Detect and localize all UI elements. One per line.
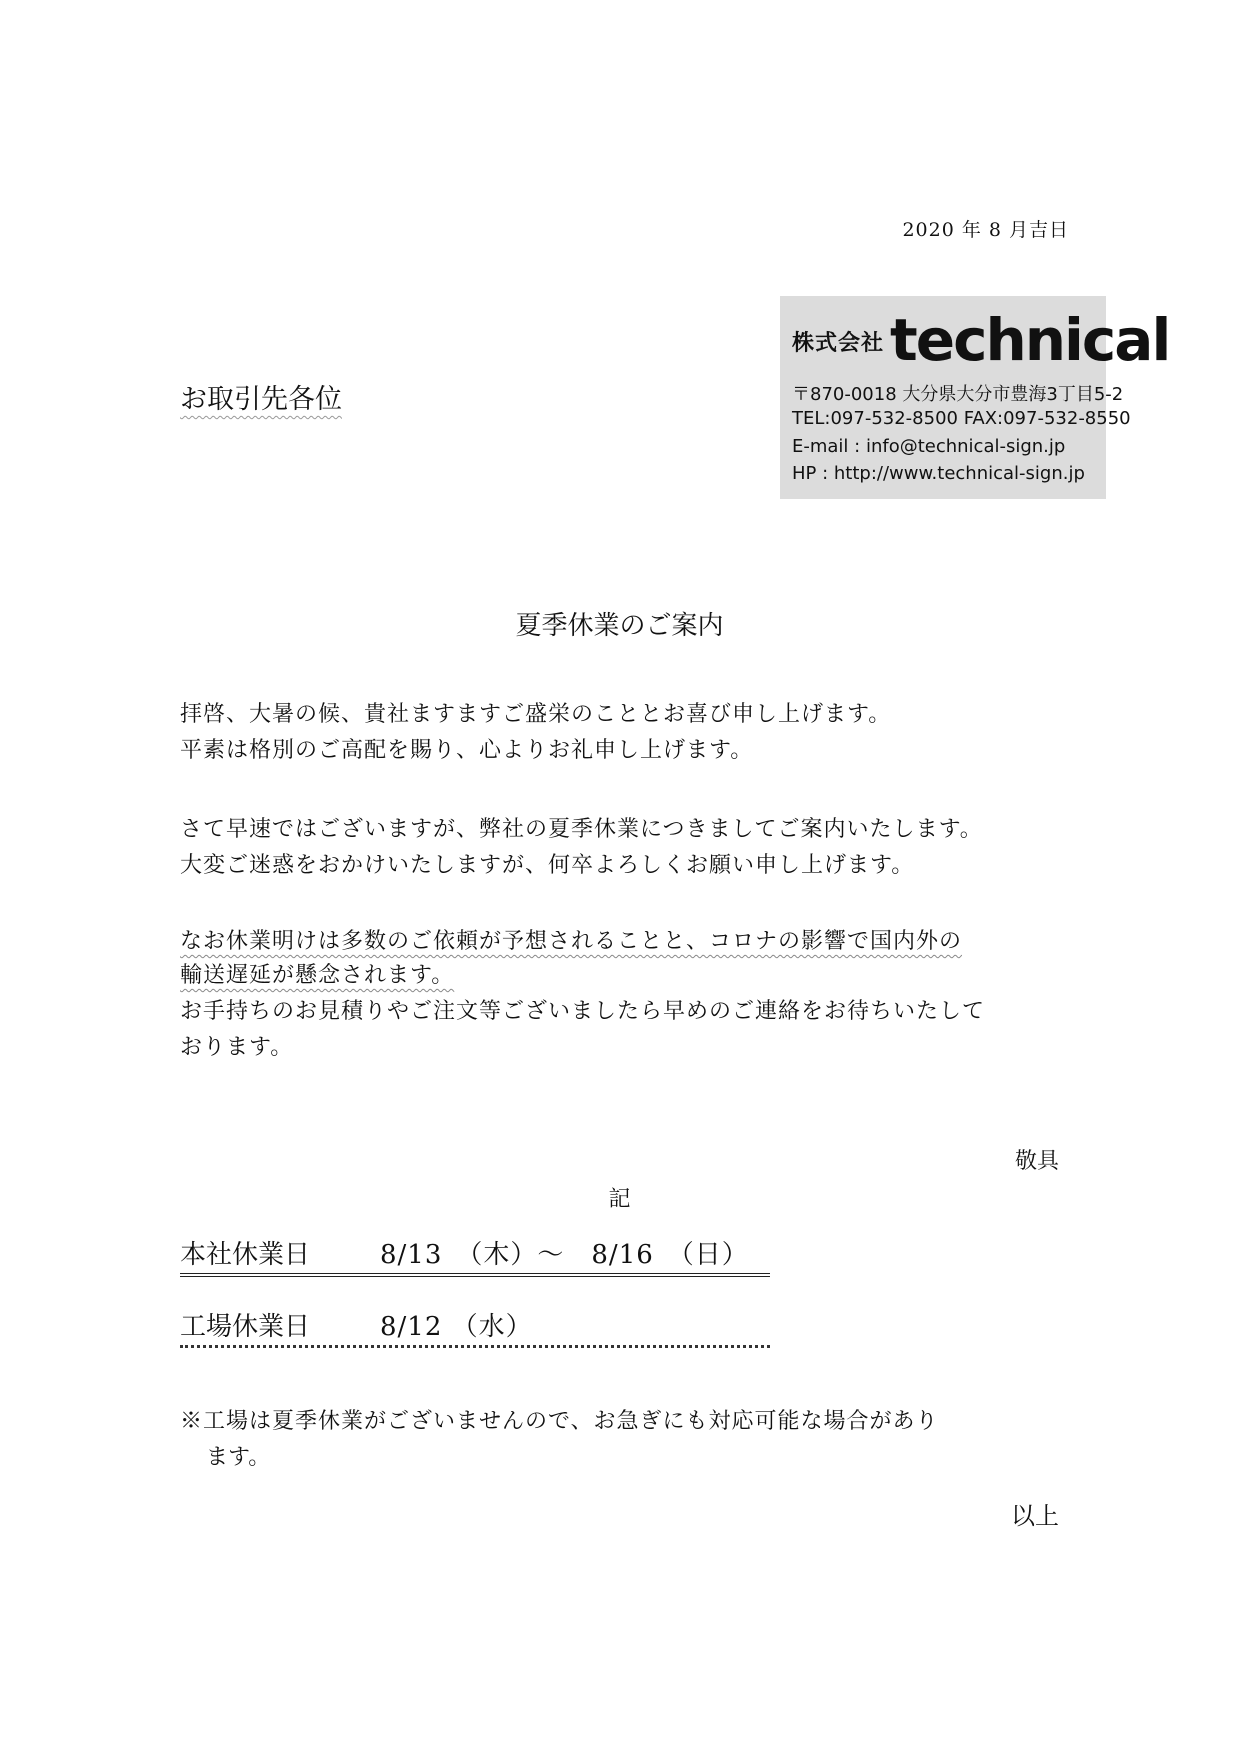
hq-holiday-label: 本社休業日 xyxy=(180,1240,311,1270)
document-date: 2020 年 8 月吉日 xyxy=(902,219,1069,241)
body-line: 大変ご迷惑をおかけいたしますが、何卒よろしくお願い申し上げます。 xyxy=(180,853,915,878)
company-homepage: HP : http://www.technical-sign.jp xyxy=(792,463,1085,484)
body-line: お手持ちのお見積りやご注文等ございましたら早めのご連絡をお待ちいたして xyxy=(180,999,986,1024)
factory-note-cont: ます。 xyxy=(206,1445,271,1470)
company-info-box xyxy=(780,296,1170,499)
body-line-emphasis xyxy=(180,958,454,989)
factory-holiday-row xyxy=(180,1306,770,1348)
body-line: おります。 xyxy=(180,1035,294,1060)
company-tel-fax: TEL:097-532-8500 FAX:097-532-8550 xyxy=(792,408,1131,429)
factory-note: ※工場は夏季休業がございませんので、お急ぎにも対応可能な場合があり xyxy=(180,1409,939,1434)
hq-holiday-value: 8/13 （木）～ 8/16 （日） xyxy=(380,1240,749,1270)
company-email: E-mail : info@technical-sign.jp xyxy=(792,436,1066,457)
emphasis-text: 輸送遅延が懸念されます。 xyxy=(180,963,455,988)
company-address: 〒870-0018 大分県大分市豊海3丁目5-2 xyxy=(792,384,1124,405)
record-heading: 記 xyxy=(608,1187,631,1212)
body-line: 拝啓、大暑の候、貴社ますますご盛栄のこととお喜び申し上げます。 xyxy=(180,702,892,727)
body-line: 平素は格別のご高配を賜り、心よりお礼申し上げます。 xyxy=(180,738,754,763)
factory-holiday-label: 工場休業日 xyxy=(180,1312,311,1342)
company-logo-name: technical xyxy=(890,306,1170,374)
body-line: さて早速ではございますが、弊社の夏季休業につきましてご案内いたします。 xyxy=(180,817,983,842)
hq-holiday-row xyxy=(180,1234,770,1277)
company-name-row xyxy=(792,306,1169,374)
company-prefix: 株式会社 xyxy=(792,331,885,356)
recipient: お取引先各位 xyxy=(180,384,342,415)
document-title: 夏季休業のご案内 xyxy=(515,611,724,641)
emphasis-text: なお休業明けは多数のご依頼が予想されることと、コロナの影響で国内外の xyxy=(180,929,963,954)
factory-holiday-value: 8/12 （水） xyxy=(380,1312,533,1342)
end-mark: 以上 xyxy=(1011,1502,1059,1530)
body-line-emphasis xyxy=(180,924,962,955)
closing-keigu: 敬具 xyxy=(1014,1149,1059,1174)
